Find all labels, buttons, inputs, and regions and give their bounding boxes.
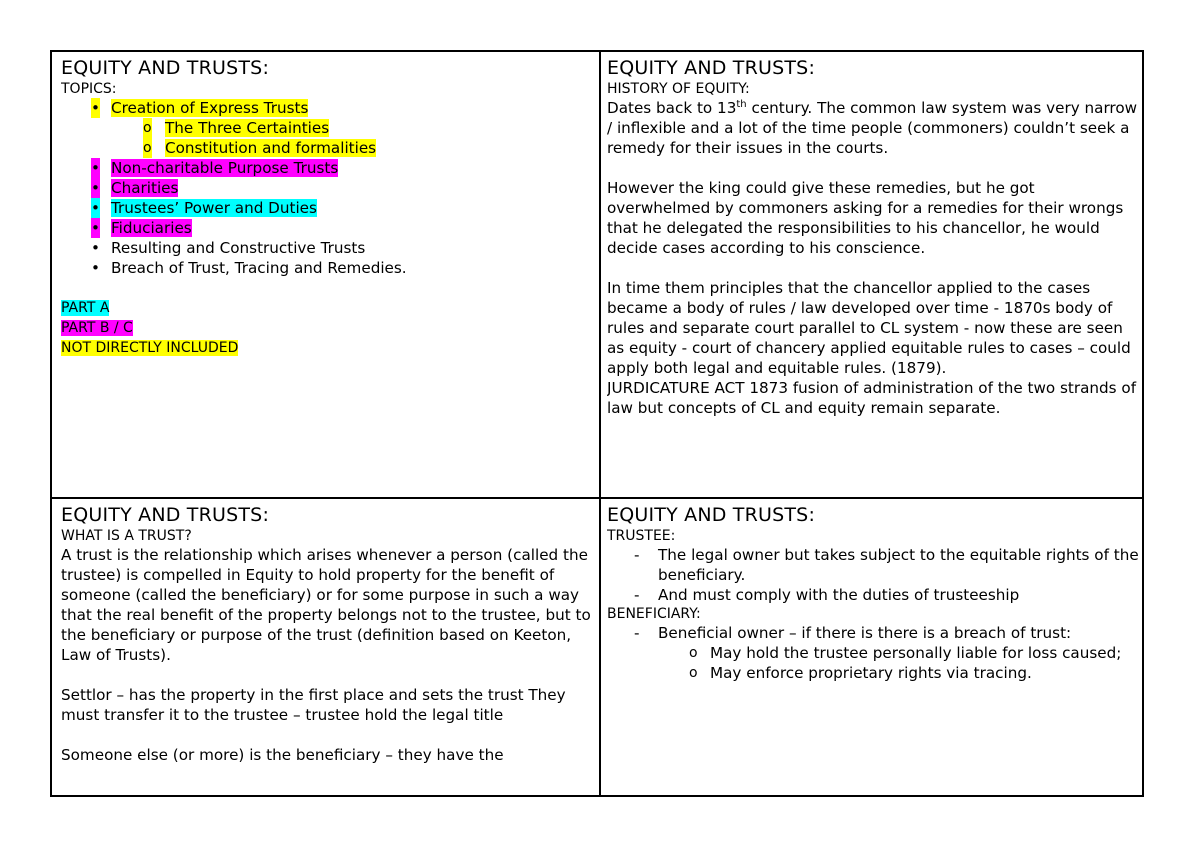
bullet-icon: •: [91, 179, 100, 197]
topic-item: • Creation of Express Trusts: [91, 99, 309, 117]
circle-bullet-icon: o: [143, 120, 152, 136]
trustee-point: - And must comply with the duties of trusteeship: [634, 586, 1020, 604]
history-paragraph: JURDICATURE ACT 1873 fusion of administration of the two strands of law but concepts of CL and equity remain separate.: [607, 379, 1137, 417]
bullet-icon: •: [91, 239, 100, 257]
cell-heading: EQUITY AND TRUSTS:: [607, 57, 816, 79]
trust-definition-cell: [61, 503, 597, 795]
topic-item: • Resulting and Constructive Trusts: [91, 239, 366, 257]
history-paragraph: However the king could give these remedies, but he got overwhelmed by commoners asking for a remedies for their wrongs that he delegated the responsibilities to his chancellor, he would decide cases according to his conscience.: [607, 179, 1124, 257]
bullet-icon: •: [91, 259, 100, 277]
topic-item: • Charities: [91, 179, 179, 197]
cell-heading: EQUITY AND TRUSTS:: [61, 57, 270, 79]
topic-subitem: o The Three Certainties: [143, 119, 330, 137]
cell-heading: EQUITY AND TRUSTS:: [607, 504, 816, 526]
bullet-icon: •: [91, 159, 100, 177]
beneficiary-label: BENEFICIARY:: [607, 606, 701, 622]
topic-item: • Non-charitable Purpose Trusts: [91, 159, 339, 177]
row-divider: [52, 497, 1142, 499]
trust-paragraph: A trust is the relationship which arises whenever a person (called the trustee) is compelled in Equity to hold property for the benefit of someone (called the beneficiary) or for some purpose in such a way that the real benefit of the property belongs not to the trustee, but to the beneficiary or purpose of the trust (definition based on Keeton, Law of Trusts).: [61, 546, 591, 664]
roles-cell: [607, 503, 1139, 795]
dash-bullet-icon: -: [634, 586, 640, 604]
topic-subitem: o Constitution and formalities: [143, 139, 377, 157]
trust-label: WHAT IS A TRUST?: [61, 528, 192, 544]
topics-label: TOPICS:: [61, 81, 117, 97]
column-divider: [599, 52, 601, 795]
bullet-icon: •: [91, 199, 100, 217]
beneficiary-subpoint: o May enforce proprietary rights via tracing.: [689, 664, 1032, 682]
dash-bullet-icon: -: [634, 546, 640, 564]
circle-bullet-icon: o: [689, 645, 698, 661]
topic-item: • Breach of Trust, Tracing and Remedies.: [91, 259, 407, 277]
trust-paragraph: Someone else (or more) is the beneficiary – they have the: [61, 746, 504, 764]
topics-cell: [61, 56, 597, 496]
topic-item: • Trustees’ Power and Duties: [91, 199, 317, 217]
history-label: HISTORY OF EQUITY:: [607, 81, 750, 97]
legend-part-a: PART A: [61, 300, 110, 316]
circle-bullet-icon: o: [689, 665, 698, 681]
circle-bullet-icon: o: [143, 140, 152, 156]
cell-heading: EQUITY AND TRUSTS:: [61, 504, 270, 526]
trust-paragraph: Settlor – has the property in the first place and sets the trust They must transfer it to the trustee – trustee hold the legal title: [61, 686, 566, 724]
trustee-label: TRUSTEE:: [607, 528, 676, 544]
notes-table: [50, 50, 1144, 797]
history-paragraph: In time them principles that the chancellor applied to the cases became a body of rules / law developed over time - 1870s body of rules and separate court parallel to CL system - now these are seen as equity - court of chancery applied equitable rules to cases – could apply both legal and equitable rules. (1879).: [607, 279, 1131, 377]
beneficiary-point: - Beneficial owner – if there is there is a breach of trust:: [634, 624, 1072, 642]
topic-item: • Fiduciaries: [91, 219, 192, 237]
trustee-point: - The legal owner but takes subject to the equitable rights of the beneficiary.: [634, 546, 1139, 584]
history-paragraph: Dates back to 13th century. The common law system was very narrow / inflexible and a lot of the time people (commoners) couldn’t seek a remedy for their issues in the courts.: [607, 98, 1138, 157]
dash-bullet-icon: -: [634, 624, 640, 642]
legend-part-bc: PART B / C: [61, 320, 133, 336]
history-cell: [607, 56, 1139, 496]
beneficiary-subpoint: o May hold the trustee personally liable for loss caused;: [689, 644, 1122, 662]
legend-not-included: NOT DIRECTLY INCLUDED: [61, 340, 239, 356]
bullet-icon: •: [91, 99, 100, 117]
bullet-icon: •: [91, 219, 100, 237]
